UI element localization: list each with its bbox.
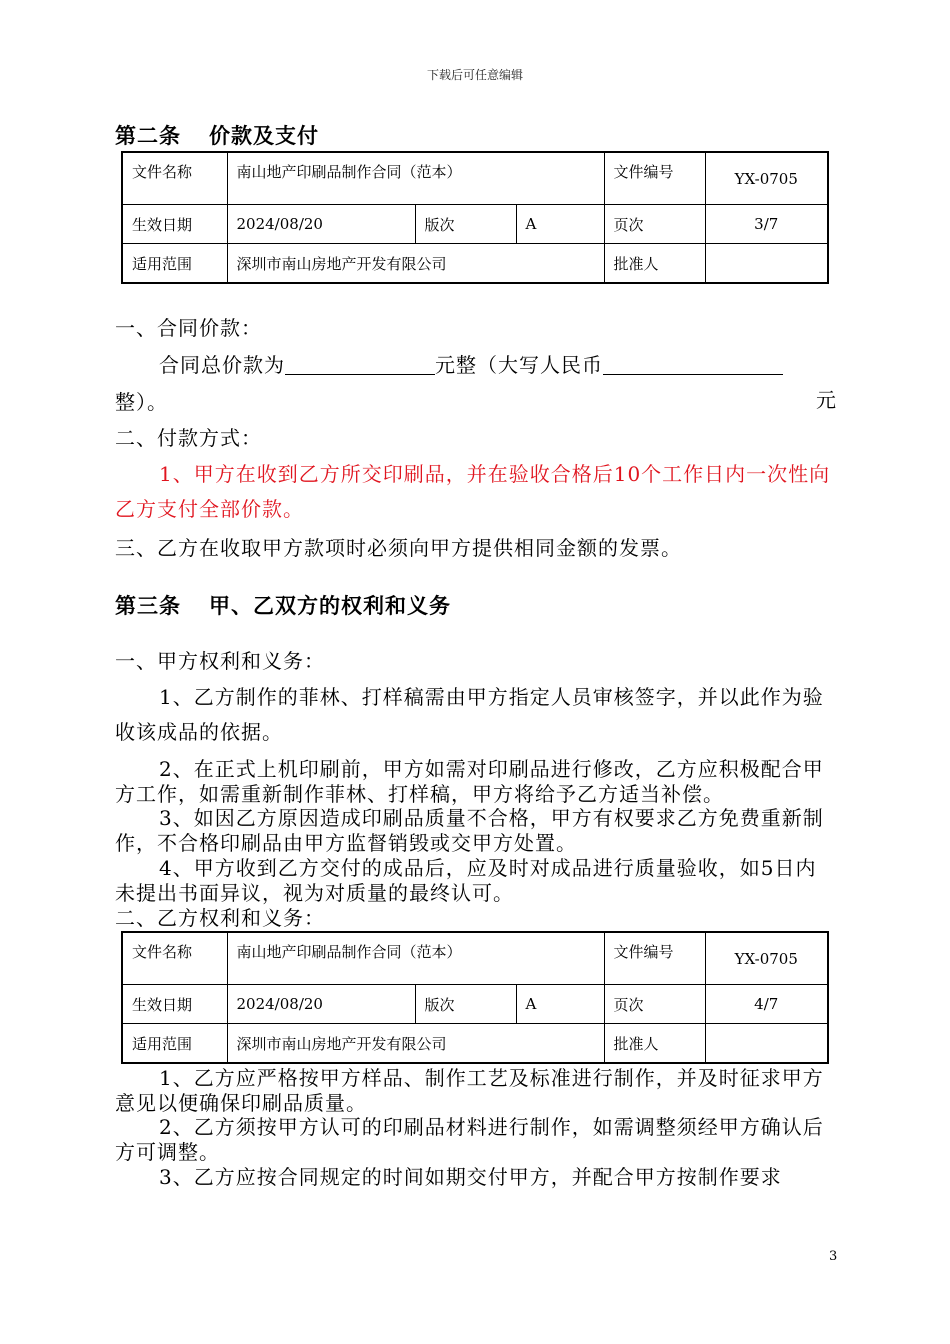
price-uppercase-blank[interactable] — [603, 352, 783, 375]
approver-label: 批准人 — [604, 244, 705, 284]
article-3-heading: 甲、乙双方的权利和义务 — [209, 593, 451, 618]
doc-info-table-2 — [121, 931, 829, 1064]
price-text-a: 合同总价款为 — [159, 353, 285, 377]
scope-value: 深圳市南山房地产开发有限公司 — [227, 1024, 604, 1064]
party-a-item-1: 1、乙方制作的菲林、打样稿需由甲方指定人员审核签字，并以此作为验收该成品的依据。 — [115, 685, 824, 744]
header-note: 下载后可任意编辑 — [426, 68, 523, 82]
party-a-heading: 一、甲方权利和义务： — [115, 649, 325, 673]
approver-label: 批准人 — [604, 1024, 705, 1064]
party-b-item-2: 2、乙方须按甲方认可的印刷品材料进行制作，如需调整须经甲方确认后方可调整。 — [115, 1115, 824, 1164]
price-text-c: 元 — [816, 388, 837, 412]
doc-info-table-1 — [121, 151, 829, 284]
party-b-item-3: 3、乙方应按合同规定的时间如期交付甲方，并配合甲方按制作要求 — [159, 1165, 782, 1189]
effective-date-value: 2024/08/20 — [227, 205, 415, 244]
party-b-item-1: 1、乙方应严格按甲方样品、制作工艺及标准进行制作，并及时征求甲方意见以便确保印刷品质量。 — [115, 1066, 824, 1115]
effective-date-value: 2024/08/20 — [227, 985, 415, 1024]
effective-date-label: 生效日期 — [122, 985, 227, 1024]
doc-name-value: 南山地产印刷品制作合同（范本） — [227, 152, 604, 205]
version-label: 版次 — [415, 205, 516, 244]
page-number: 3 — [829, 1249, 838, 1264]
price-text-b: 元整（大写人民币 — [435, 353, 603, 377]
article-2-heading: 价款及支付 — [209, 123, 319, 148]
doc-no-value: YX-0705 — [705, 152, 828, 205]
article-3-number: 第三条 — [115, 593, 181, 618]
approver-value — [705, 244, 828, 284]
doc-no-label: 文件编号 — [604, 152, 705, 205]
invoice-clause: 三、乙方在收取甲方款项时必须向甲方提供相同金额的发票。 — [115, 536, 682, 560]
page-label: 页次 — [604, 985, 705, 1024]
doc-no-value: YX-0705 — [705, 932, 828, 985]
doc-name-label: 文件名称 — [122, 932, 227, 985]
party-a-item-3: 3、如因乙方原因造成印刷品质量不合格，甲方有权要求乙方免费重新制作，不合格印刷品由甲方监督销毁或交甲方处置。 — [115, 806, 824, 855]
article-3-title — [115, 590, 451, 620]
price-amount-blank[interactable] — [285, 352, 435, 375]
scope-label: 适用范围 — [122, 244, 227, 284]
approver-value — [705, 1024, 828, 1064]
price-heading: 一、合同价款： — [115, 316, 262, 340]
doc-name-value: 南山地产印刷品制作合同（范本） — [227, 932, 604, 985]
price-text-d: 整）。 — [115, 390, 168, 414]
payment-item-1: 1、甲方在收到乙方所交印刷品，并在验收合格后10个工作日内一次性向乙方支付全部价款。 — [115, 462, 831, 521]
article-2-title — [115, 120, 319, 150]
page-value: 4/7 — [705, 985, 828, 1024]
doc-no-label: 文件编号 — [604, 932, 705, 985]
scope-value: 深圳市南山房地产开发有限公司 — [227, 244, 604, 284]
payment-heading: 二、付款方式： — [115, 426, 262, 450]
page-value: 3/7 — [705, 205, 828, 244]
party-a-item-2: 2、在正式上机印刷前，甲方如需对印刷品进行修改，乙方应积极配合甲方工作，如需重新制作菲林、打样稿，甲方将给予乙方适当补偿。 — [115, 757, 824, 806]
doc-name-label: 文件名称 — [122, 152, 227, 205]
scope-label: 适用范围 — [122, 1024, 227, 1064]
page-label: 页次 — [604, 205, 705, 244]
version-label: 版次 — [415, 985, 516, 1024]
version-value: A — [516, 205, 604, 244]
effective-date-label: 生效日期 — [122, 205, 227, 244]
party-a-item-4: 4、甲方收到乙方交付的成品后，应及时对成品进行质量验收，如5日内未提出书面异议，视为对质量的最终认可。 — [115, 856, 817, 905]
article-2-number: 第二条 — [115, 123, 181, 148]
version-value: A — [516, 985, 604, 1024]
party-b-heading: 二、乙方权利和义务： — [115, 906, 325, 930]
